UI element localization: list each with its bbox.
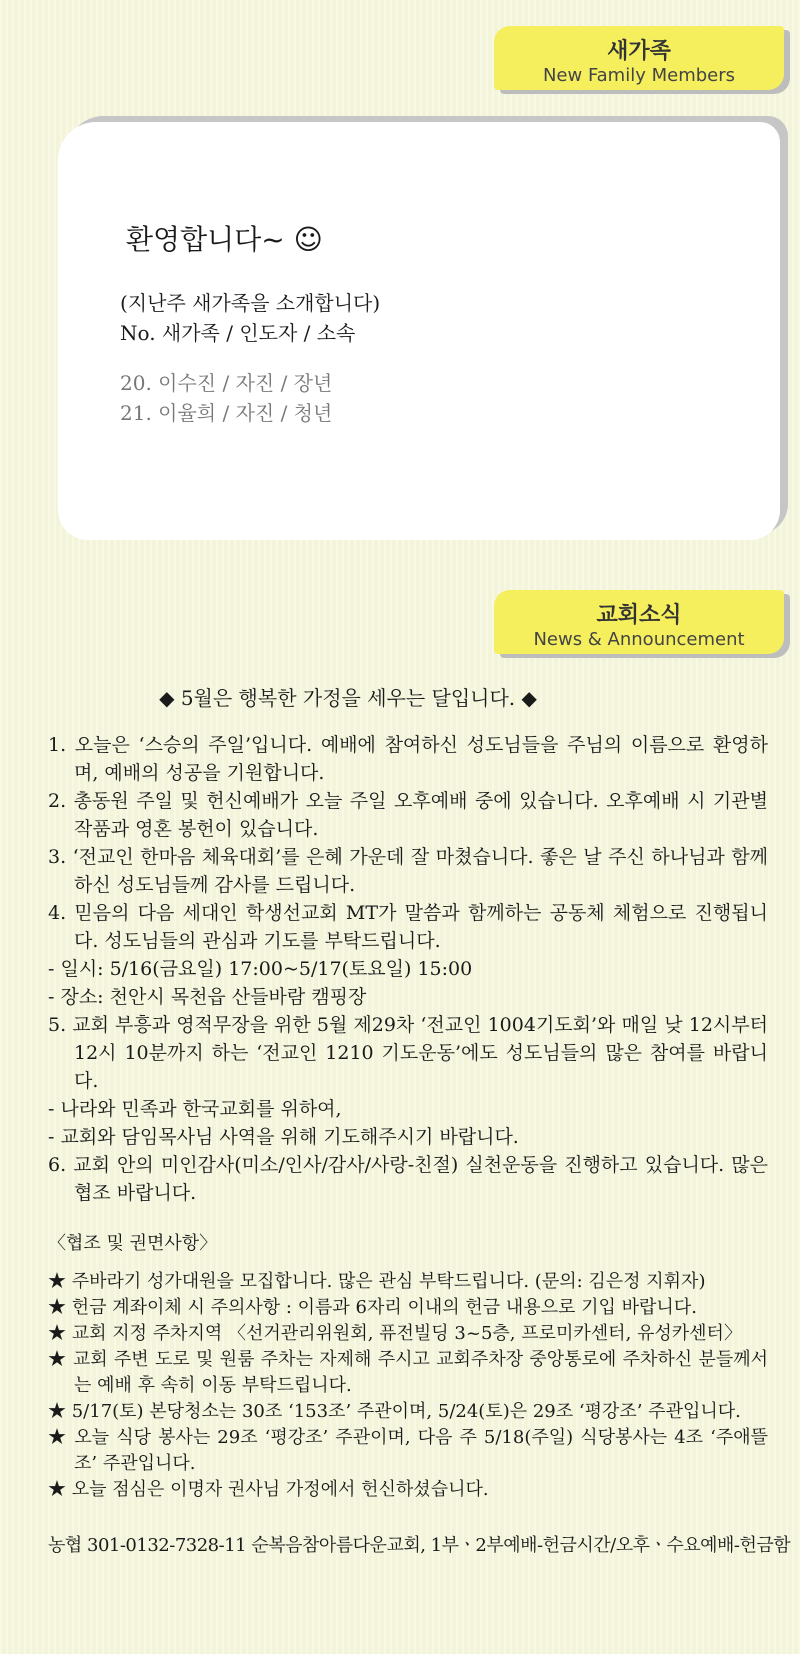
welcome-heading: 환영합니다~ ☺ [126,223,323,256]
cooperation-item: ★ 오늘 식당 봉사는 29조 ‘평강조’ 주관이며, 다음 주 5/18(주일) 식당봉사는 4조 ‘주애뜰조’ 주관입니다. [48,1427,768,1474]
news-item: 2. 총동원 주일 및 헌신예배가 오늘 주일 오후예배 중에 있습니다. 오후예배 시 기관별 작품과 영혼 봉헌이 있습니다. [48,790,768,840]
bank-account-info: 농협 301-0132-7328-11 순복음참아름다운교회, 1부ㆍ2부예배-헌금시간/오후ㆍ수요예배-헌금함 [48,1535,791,1556]
cooperation-item: ★ 오늘 점심은 이명자 권사님 가정에서 헌신하셨습니다. [48,1479,489,1500]
cooperation-item: ★ 교회 주변 도로 및 원룸 주차는 자제해 주시고 교회주차장 중앙통로에 주차하신 분들께서는 예배 후 속히 이동 부탁드립니다. [48,1349,768,1396]
news-item: 3. ‘전교인 한마음 체육대회’를 은혜 가운데 잘 마쳤습니다. 좋은 날 주신 하나님과 함께하신 성도님들께 감사를 드립니다. [48,846,768,896]
new-family-member: 21. 이율희 / 자진 / 청년 [120,401,333,425]
news-tab-title-en: News & Announcement [533,629,745,650]
new-family-intro [120,288,380,348]
news-tab-title-ko: 교회소식 [596,603,682,628]
new-family-tab-title-en: New Family Members [542,65,736,86]
news-tab [494,590,784,654]
new-family-member: 20. 이수진 / 자진 / 장년 [120,371,333,395]
cooperation-item: ★ 헌금 계좌이체 시 주의사항 : 이름과 6자리 이내의 헌금 내용으로 기입 바랍니다. [48,1297,697,1318]
new-family-tab-title-ko: 새가족 [607,39,671,64]
intro-line: (지난주 새가족을 소개합니다) [120,291,381,315]
news-item: 1. 오늘은 ‘스승의 주일’입니다. 예배에 참여하신 성도님들을 주님의 이름으로 환영하며, 예배의 성공을 기원합니다. [48,734,768,784]
new-family-tab [494,26,784,90]
news-headline: ◆ 5월은 행복한 가정을 세우는 달입니다. ◆ [159,686,537,710]
new-family-list [120,368,332,428]
news-section [48,682,791,1557]
news-subitem: - 장소: 천안시 목천읍 산들바람 캠핑장 [48,986,367,1008]
news-item: 6. 교회 안의 미인감사(미소/인사/감사/사랑-친절) 실천운동을 진행하고 있습니다. 많은 협조 바랍니다. [48,1154,768,1204]
cooperation-item: ★ 5/17(토) 본당청소는 30조 ‘153조’ 주관이며, 5/24(토)은 29조 ‘평강조’ 주관입니다. [48,1401,741,1422]
news-subitem: - 나라와 민족과 한국교회를 위하여, [48,1098,342,1120]
news-item: 5. 교회 부흥과 영적무장을 위한 5월 제29차 ‘전교인 1004기도회’와 매일 낮 12시부터 12시 10분까지 하는 ‘전교인 1210 기도운동’에도 성도님들의 많은 참여를 바랍니다. [48,1014,768,1092]
news-subitem: - 일시: 5/16(금요일) 17:00~5/17(토요일) 15:00 [48,958,473,980]
column-header-line: No. 새가족 / 인도자 / 소속 [120,321,356,345]
cooperation-item: ★ 교회 지정 주차지역 〈선거관리위원회, 퓨전빌딩 3~5층, 프로미카센터, 유성카센터〉 [48,1323,742,1344]
cooperation-heading: 〈협조 및 권면사항〉 [48,1233,218,1254]
news-subitem: - 교회와 담임목사님 사역을 위해 기도해주시기 바랍니다. [48,1126,519,1148]
news-item: 4. 믿음의 다음 세대인 학생선교회 MT가 말씀과 함께하는 공동체 체험으로 진행됩니다. 성도님들의 관심과 기도를 부탁드립니다. [48,902,768,952]
new-family-card [58,122,780,540]
cooperation-item: ★ 주바라기 성가대원을 모집합니다. 많은 관심 부탁드립니다. (문의: 김은정 지휘자) [48,1271,706,1292]
